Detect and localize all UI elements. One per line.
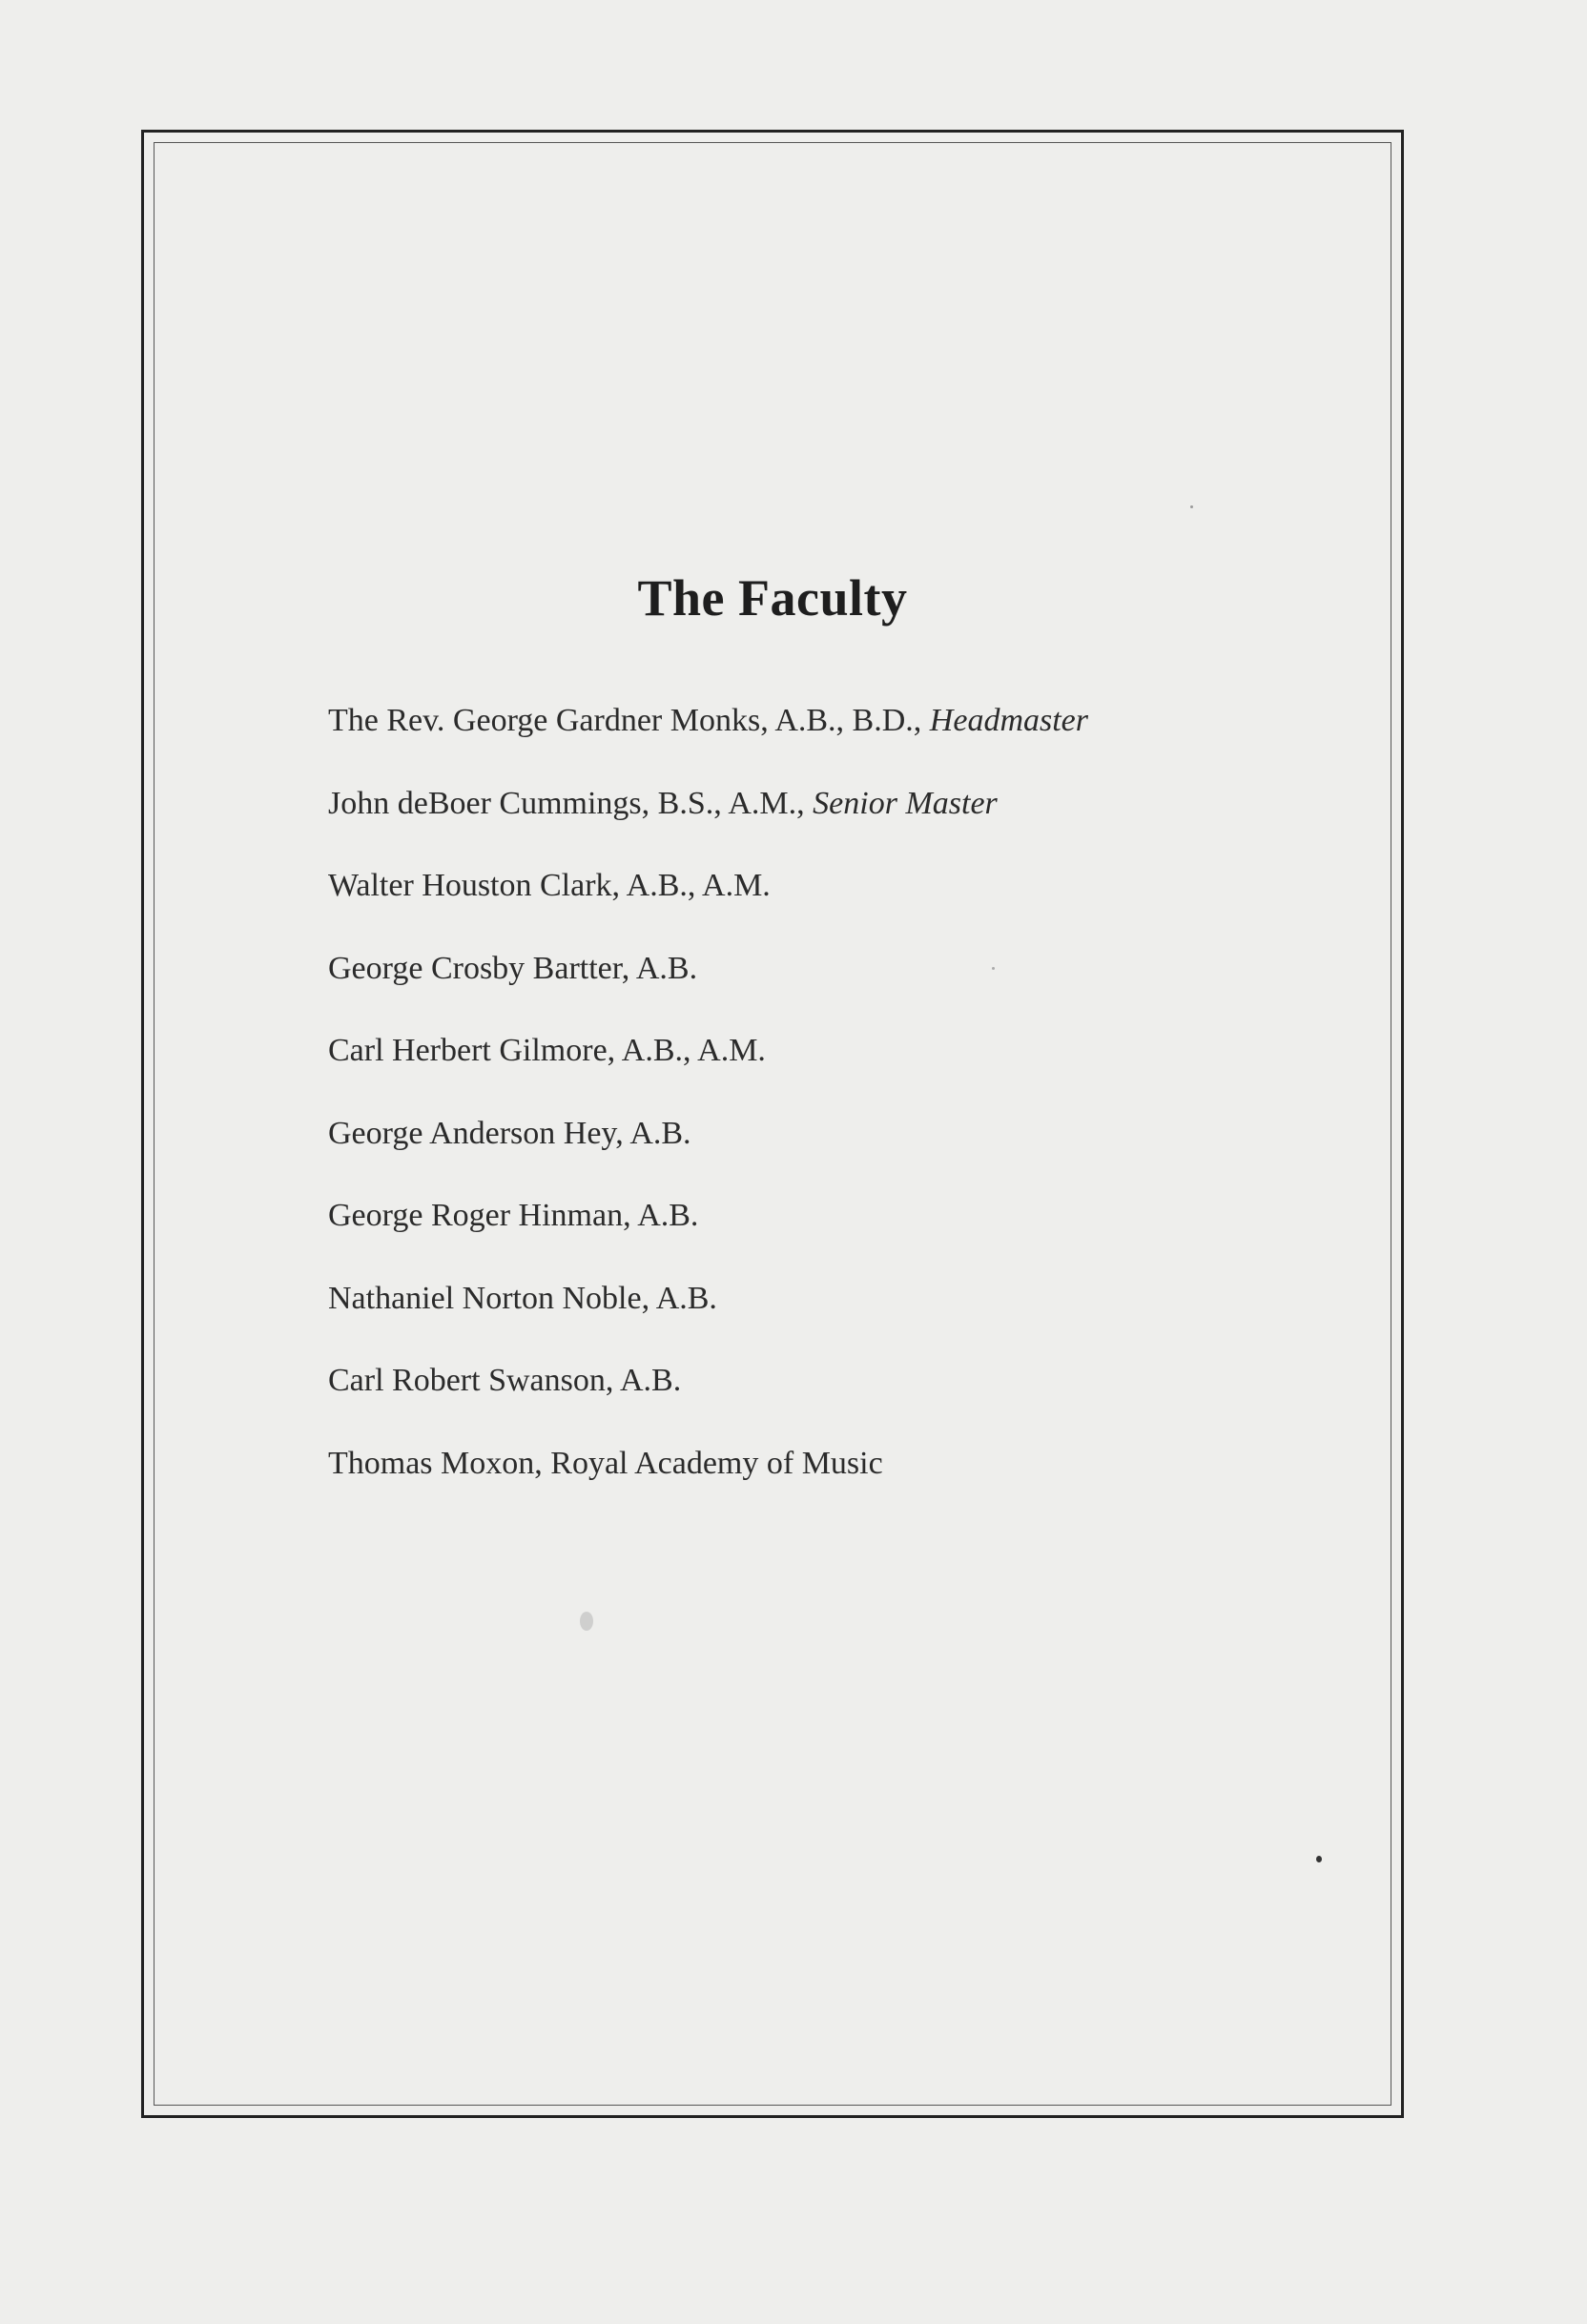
faculty-name: George Anderson Hey, A.B. (328, 1115, 691, 1151)
faculty-entry (328, 944, 1088, 1027)
faculty-name: Carl Robert Swanson, A.B. (328, 1363, 682, 1398)
faculty-name: Walter Houston Clark, A.B., A.M. (328, 868, 771, 903)
faculty-name: George Crosby Bartter, A.B. (328, 950, 698, 986)
faculty-role: Headmaster (929, 703, 1088, 738)
faculty-entry (328, 1109, 1088, 1192)
faculty-entry (328, 1026, 1088, 1109)
faculty-entry (328, 779, 1088, 862)
paper-speck (1316, 1856, 1322, 1862)
paper-speck (992, 967, 995, 970)
paper-speck (580, 1612, 593, 1631)
page-title: The Faculty (637, 569, 908, 627)
faculty-entry (328, 696, 1088, 779)
faculty-name: Thomas Moxon, Royal Academy of Music (328, 1445, 883, 1481)
faculty-entry (328, 1274, 1088, 1357)
faculty-list (328, 696, 1088, 1521)
faculty-name: Carl Herbert Gilmore, A.B., A.M. (328, 1033, 766, 1068)
paper-speck (1190, 505, 1193, 508)
faculty-entry (328, 1356, 1088, 1439)
faculty-name: The Rev. George Gardner Monks, A.B., B.D., (328, 703, 922, 738)
faculty-name: John deBoer Cummings, B.S., A.M., (328, 785, 805, 821)
faculty-entry (328, 1191, 1088, 1274)
faculty-entry (328, 1439, 1088, 1522)
faculty-name: George Roger Hinman, A.B. (328, 1198, 699, 1233)
faculty-name: Nathaniel Norton Noble, A.B. (328, 1280, 717, 1316)
faculty-entry (328, 861, 1088, 944)
faculty-role: Senior Master (813, 785, 998, 821)
